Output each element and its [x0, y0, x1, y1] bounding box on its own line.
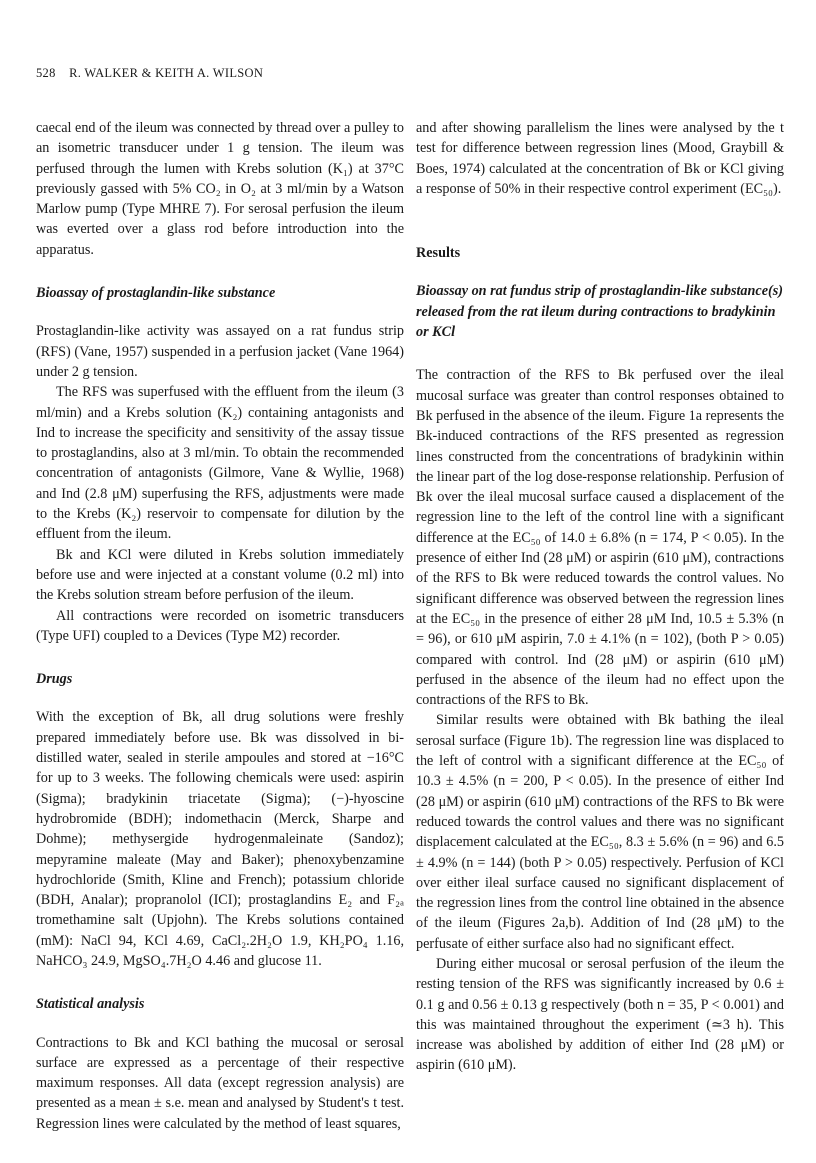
right-column	[416, 118, 784, 1076]
bioassay-paragraph-3: Bk and KCl were diluted in Krebs solution immediately before use and were injected at a constant volume (0.2 ml) into the Krebs solution stream before perfusion of the ileum.	[36, 546, 404, 604]
statistics-heading: Statistical analysis	[36, 996, 145, 1013]
bioassay-paragraph-1: Prostaglandin-like activity was assayed on a rat fundus strip (RFS) (Vane, 1957) suspended in a perfusion jacket (Vane 1964) under 2 g tension.	[36, 323, 404, 380]
results-subheading: Bioassay on rat fundus strip of prostaglandin-like substance(s) released from the rat ileum during contractions to bradykinin or KCl	[416, 283, 783, 341]
drugs-paragraph: With the exception of Bk, all drug solutions were freshly prepared immediately before use. Bk was dissolved in bi-distilled water, sealed in sterile ampoules and stored at −16°C for up to 3 weeks. The following chemicals were used: aspirin (Sigma); bradykinin triacetate (Sigma); (−)-hyoscine hydrobromide (BDH); indomethacin (Merck, Sharpe and Dohme); methysergide hydrogenmaleinate (Sandoz); mepyramine maleate (May and Baker); phenoxybenzamine hydrochloride (Smith, Kline and French); potassium chloride (BDH, Analar); propranolol (ICI); prostaglandins E₂ and F₂ₐ tromethamine salt (Upjohn). The Krebs solutions contained (mM): NaCl 94, KCl 4.69, CaCl₂.2H₂O 1.9, KH₂PO₄ 1.16, NaHCO₃ 24.9, MgSO₄.7H₂O 4.46 and glucose 11.	[36, 709, 404, 969]
running-header	[36, 66, 263, 81]
methods-continuation-paragraph: caecal end of the ileum was connected by thread over a pulley to an isometric transducer under 1 g tension. The ileum was perfused through the lumen with Krebs solution (K₁) at 37°C previously gassed with 5% CO₂ in O₂ at 3 ml/min by a Watson Marlow pump (Type MHRE 7). For serosal perfusion the ileum was everted over a glass rod before introduction into the apparatus.	[36, 120, 404, 258]
bioassay-paragraph-4: All contractions were recorded on isometric transducers (Type UFI) coupled to a Devices (Type M2) recorder.	[36, 607, 404, 644]
bioassay-heading: Bioassay of prostaglandin-like substance	[36, 285, 276, 302]
results-paragraph-2: Similar results were obtained with Bk bathing the ileal serosal surface (Figure 1b). The regression line was displaced to the left of control with a significant difference at the EC₅₀ of 10.3 ± 4.5% (n = 200, P < 0.05). In the presence of either Ind (28 μM) or aspirin (610 μM) contractions of the RFS to Bk were reduced towards the control values and there was no significant displacement calculated at the EC₅₀, 8.3 ± 5.6% (n = 96) and 6.5 ± 4.9% (n = 144) (both P > 0.05) respectively. Perfusion of KCl over either ileal surface caused no significant displacement of the regression lines from the control line obtained in the absence of the ileum (Figures 2a,b). Addition of Ind (28 μM) to the perfusate of either surface also had no significant effect.	[416, 712, 784, 952]
results-paragraph-1: The contraction of the RFS to Bk perfused over the ileal mucosal surface was greater than control responses obtained to Bk perfused in the absence of the ileum. Figure 1a represents the Bk-induced contractions of the RFS presented as regression lines constructed from the concentrations of bradykinin within the linear part of the log dose-response relationship. Perfusion of Bk over the ileal mucosal surface caused a displacement of the regression line to the left of the control line with a significant difference at the EC₅₀ of 14.0 ± 6.8% (n = 174, P < 0.05). In the presence of either Ind (28 μM) or aspirin (610 μM), contractions of the RFS to Bk were reduced towards the control values. No significant difference was observed between the regression lines at the EC₅₀ in the presence of either 28 μM Ind, 10.5 ± 5.3% (n = 96), or 610 μM aspirin, 7.0 ± 4.1% (n = 102), (both P > 0.05) compared with control. Ind (28 μM) or aspirin (610 μM) perfused in the absence of the ileum had no effect upon the contractions of the RFS to Bk.	[416, 367, 784, 709]
running-authors: R. WALKER & KEITH A. WILSON	[69, 66, 264, 80]
statistics-continuation-paragraph: and after showing parallelism the lines were analysed by the t test for difference between regression lines (Mood, Graybill & Boes, 1974) calculated at the concentration of Bk or KCl giving a response of 50% in their respective control experiment (EC₅₀).	[416, 120, 784, 197]
results-heading: Results	[416, 245, 461, 262]
results-paragraph-3: During either mucosal or serosal perfusion of the ileum the resting tension of the RFS was significantly increased by 0.6 ± 0.1 g and 0.56 ± 0.13 g respectively (both n = 35, P < 0.001) and this was maintained throughout the experiment (≃3 h). This increase was abolished by addition of either Ind (28 μM) or aspirin (610 μM).	[416, 955, 784, 1074]
statistics-paragraph: Contractions to Bk and KCl bathing the mucosal or serosal surface are expressed as a percentage of their respective maximum responses. All data (except regression analysis) are presented as a mean ± s.e. mean and analysed by Student's t test. Regression lines were calculated by the method of least squares,	[36, 1034, 404, 1132]
page-number: 528	[36, 66, 56, 80]
bioassay-paragraph-2: The RFS was superfused with the effluent from the ileum (3 ml/min) and a Krebs solution (K₂) containing antagonists and Ind to increase the specificity and sensitivity of the assay tissue to prostaglandins, also at 3 ml/min. To obtain the recommended concentration of antagonists (Gilmore, Vane & Wyllie, 1968) and Ind (2.8 μM) superfusing the RFS, adjustments were made to the Krebs (K₂) reservoir to compensate for dilution by the effluent from the ileum.	[36, 384, 404, 543]
drugs-heading: Drugs	[36, 671, 73, 688]
left-column	[36, 118, 404, 1134]
